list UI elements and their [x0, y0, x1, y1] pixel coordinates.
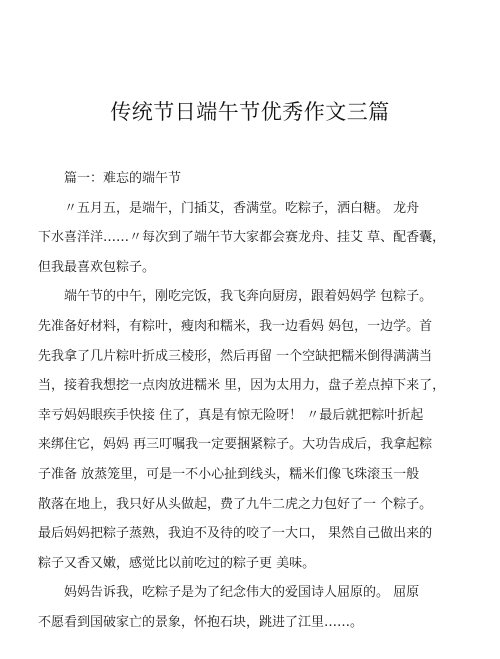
text-line: 〃五月五，是端午，门插艾，香满堂。吃粽子，洒白糖。 龙舟 — [38, 200, 420, 216]
text-line: 妈妈告诉我，吃粽子是为了纪念伟大的爱国诗人屈原的。 屈原 — [38, 585, 420, 601]
text-line: 散落在地上，我只好从头做起，费了九牛二虎之力包好了一 个粽子。 — [38, 496, 433, 512]
text-line: 来绑住它，妈妈 再三叮嘱我一定要捆紧粽子。大功告成后，我拿起粽 — [38, 437, 433, 453]
text-line: 先准备好材料，有粽叶，瘦肉和糯米，我一边看妈 妈包，一边学。首 — [38, 318, 433, 334]
text-line: 不愿看到国破家亡的景象，怀抱石块，跳进了江里……。 — [38, 614, 364, 630]
text-line: 端午节的中午，刚吃完饭，我飞奔向厨房，跟着妈妈学 包粽子。 — [38, 289, 433, 305]
text-line: 子准备 放蒸笼里，可是一不小心扯到线头，糯米们像飞珠滚玉一般 — [38, 466, 420, 482]
text-line: 但我最喜欢包粽子。 — [38, 259, 156, 275]
text-line: 最后妈妈把粽子蒸熟，我迫不及待的咬了一大口， 果然自己做出来的 — [38, 526, 433, 542]
text-line: 当，接着我想挖一点肉放进糯米 里，因为太用力，盘子差点掉下来了， — [38, 378, 446, 394]
text-line: 粽子又香又嫩，感觉比以前吃过的粽子更 美味。 — [38, 555, 316, 571]
document-body — [38, 164, 470, 638]
text-line: 幸亏妈妈眼疾手快接 住了，真是有惊无险呀！ 〃最后就把粽叶折起 — [38, 407, 424, 423]
text-line: 下水喜洋洋……〃每次到了端午节大家都会赛龙舟、挂艾 草、配香囊， — [38, 230, 446, 246]
text-line: 先我拿了几片粽叶折成三棱形，然后再留 一个空缺把糯米倒得满满当 — [38, 348, 433, 364]
document-title: 传统节日端午节优秀作文三篇 — [110, 100, 390, 124]
text-line: 篇一：难忘的端午节 — [38, 171, 182, 186]
